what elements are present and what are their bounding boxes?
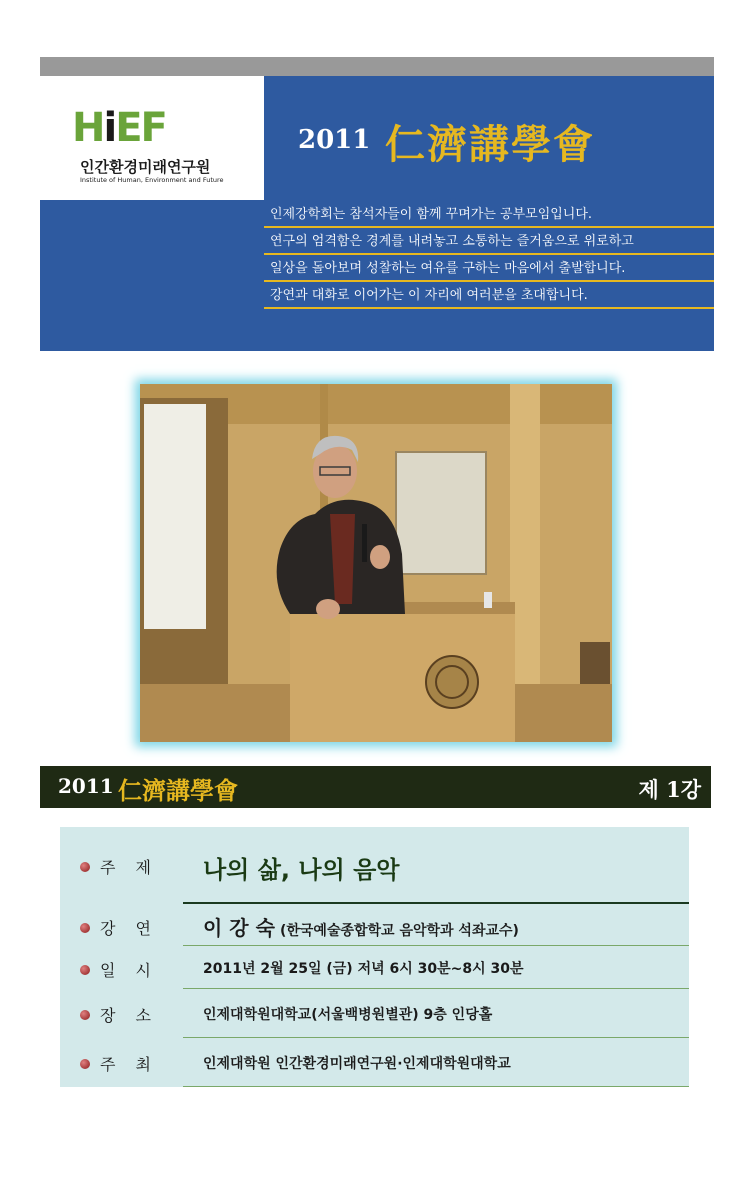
host-value: 인제대학원 인간환경미래연구원·인제대학원대학교 [203,1056,511,1072]
header-title-hanja: 仁濟講學會 [385,121,595,168]
speaker-label: 강연 [100,919,171,938]
row-divider [183,1037,689,1038]
datetime-label-row [80,958,171,981]
row-divider [183,988,689,989]
title-bar-hanja: 仁濟講學會 [118,776,238,805]
row-divider [183,945,689,946]
logo-area [40,76,264,200]
intro-line-3: 일상을 돌아보며 성찰하는 여유를 구하는 마음에서 출발합니다. [264,256,714,282]
bullet-icon [80,923,90,933]
speaker-label-row [80,916,171,939]
lecture-photo [140,384,612,742]
row-divider [183,902,689,904]
intro-line-2: 연구의 엄격함은 경계를 내려놓고 소통하는 즐거움으로 위로하고 [264,229,714,255]
bullet-icon [80,965,90,975]
header-year: 2011 [298,125,371,155]
intro-line-1: 인제강학회는 참석자들이 함께 꾸며가는 공부모임입니다. [264,202,714,228]
bullet-icon [80,862,90,872]
topic-label-row [80,855,171,878]
lecture-number: 제 1강 [638,777,701,802]
title-bar-year: 2011 [58,774,114,798]
place-label: 장소 [100,1006,171,1025]
place-value: 인제대학원대학교(서울백병원별관) 9층 인당홀 [203,1007,493,1023]
speaker-affiliation: (한국예술종합학교 음악학과 석좌교수) [279,923,519,939]
logo-name-english: Institute of Human, Environment and Future [80,176,224,184]
bullet-icon [80,1059,90,1069]
lecture-photo-illustration [140,384,612,742]
topic-value: 나의 삶, 나의 음악 [203,856,400,884]
speaker-name: 이 강 숙 [203,916,275,940]
host-label-row [80,1052,171,1075]
logo-name-korean: 인간환경미래연구원 [80,158,211,176]
row-divider [183,1086,689,1087]
host-label: 주최 [100,1055,171,1074]
place-label-row [80,1003,171,1026]
datetime-value: 2011년 2월 25일 (금) 저녁 6시 30분~8시 30분 [203,961,524,977]
intro-line-4: 강연과 대화로 이어가는 이 자리에 여러분을 초대합니다. [264,283,714,309]
bullet-icon [80,1010,90,1020]
speaker-value [203,912,519,941]
lecture-title-bar [40,766,711,808]
hief-logo-mark: HiEF [72,105,166,151]
top-gray-bar [40,57,714,76]
datetime-label: 일시 [100,961,171,980]
topic-label: 주제 [100,858,171,877]
